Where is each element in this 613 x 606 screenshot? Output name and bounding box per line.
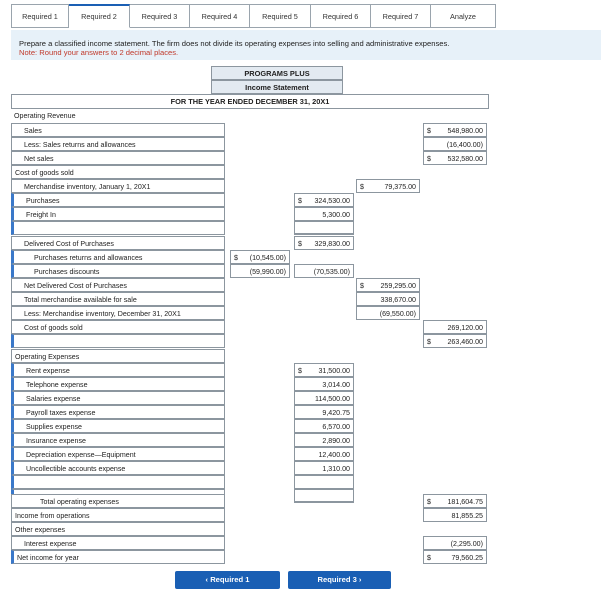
input-insurance[interactable]: 2,890.00 [294, 433, 354, 447]
row-blank-1 [11, 221, 489, 235]
row-insurance [11, 433, 489, 447]
tab-required-1[interactable]: Required 1 [11, 4, 69, 28]
label-uncollectible[interactable]: Uncollectible accounts expense [11, 461, 225, 475]
value-net-delivered: 259,295.00 [380, 282, 416, 290]
currency-symbol: $ [360, 282, 364, 290]
input-cost-sold[interactable]: 269,120.00 [423, 320, 487, 334]
input-delivered-cost[interactable] [294, 236, 354, 250]
currency-symbol: $ [298, 197, 302, 205]
label-supplies[interactable]: Supplies expense [11, 419, 225, 433]
row-gross-profit [11, 334, 489, 348]
value-rent: 31,500.00 [318, 367, 350, 375]
input-inventory-jan[interactable] [356, 179, 420, 193]
row-sales [11, 123, 489, 137]
input-salaries[interactable]: 114,500.00 [294, 391, 354, 405]
prev-button-label: Required 1 [210, 575, 250, 584]
input-interest[interactable]: (2,295.00) [423, 536, 487, 550]
currency-symbol: $ [427, 554, 431, 562]
row-sales-returns [11, 137, 489, 151]
row-income-operations [11, 508, 489, 522]
row-delivered-cost [11, 236, 489, 250]
label-purchases[interactable]: Purchases [11, 193, 225, 207]
row-interest [11, 536, 489, 550]
label-income-operations[interactable]: Income from operations [11, 508, 225, 522]
row-inventory-jan [11, 179, 489, 193]
input-sales[interactable] [423, 123, 487, 137]
label-inventory-jan[interactable]: Merchandise inventory, January 1, 20X1 [11, 179, 225, 193]
row-salaries [11, 391, 489, 405]
label-purchase-discounts[interactable]: Purchases discounts [11, 264, 225, 278]
label-interest[interactable]: Interest expense [11, 536, 225, 550]
input-inventory-dec[interactable]: (69,550.00) [356, 306, 420, 320]
label-gross-profit[interactable] [11, 334, 225, 348]
input-freight-in[interactable]: 5,300.00 [294, 207, 354, 221]
row-purchase-discounts [11, 264, 489, 278]
value-sales: 548,980.00 [447, 127, 483, 135]
label-salaries[interactable]: Salaries expense [11, 391, 225, 405]
input-supplies[interactable]: 6,570.00 [294, 419, 354, 433]
row-operating-revenue [11, 109, 489, 123]
row-operating-expenses [11, 349, 489, 363]
currency-symbol: $ [234, 254, 238, 262]
tab-bar [11, 4, 496, 30]
instructions-note: Note: Round your answers to 2 decimal places. [19, 48, 179, 57]
row-total-operating [11, 494, 489, 508]
input-blank-2[interactable] [294, 475, 354, 489]
label-sales[interactable]: Sales [11, 123, 225, 137]
row-purchase-returns [11, 250, 489, 264]
input-purchases[interactable] [294, 193, 354, 207]
label-other-expenses[interactable]: Other expenses [11, 522, 225, 536]
company-name[interactable]: PROGRAMS PLUS [211, 66, 343, 80]
row-net-sales [11, 151, 489, 165]
next-button[interactable] [288, 571, 391, 589]
row-freight-in [11, 207, 489, 221]
input-income-operations[interactable]: 81,855.25 [423, 508, 487, 522]
label-net-income[interactable]: Net income for year [11, 550, 225, 564]
next-button-label: Required 3 [317, 575, 357, 584]
input-uncollectible[interactable]: 1,310.00 [294, 461, 354, 475]
row-other-expenses [11, 522, 489, 536]
currency-symbol: $ [427, 127, 431, 135]
label-total-available[interactable]: Total merchandise available for sale [11, 292, 225, 306]
tab-required-6[interactable]: Required 6 [311, 4, 371, 28]
tab-required-2[interactable]: Required 2 [69, 4, 130, 28]
label-blank-1[interactable] [11, 221, 225, 235]
input-telephone[interactable]: 3,014.00 [294, 377, 354, 391]
currency-symbol: $ [427, 498, 431, 506]
tab-required-5[interactable]: Required 5 [250, 4, 311, 28]
value-delivered-cost: 329,830.00 [314, 240, 350, 248]
row-cogs-heading [11, 165, 489, 179]
input-net-income[interactable] [423, 550, 487, 564]
row-uncollectible [11, 461, 489, 475]
currency-symbol: $ [298, 367, 302, 375]
value-purchases: 324,530.00 [314, 197, 350, 205]
label-total-operating[interactable]: Total operating expenses [11, 494, 225, 508]
label-telephone[interactable]: Telephone expense [11, 377, 225, 391]
tab-required-3[interactable]: Required 3 [130, 4, 190, 28]
label-purchase-returns[interactable]: Purchases returns and allowances [11, 250, 225, 264]
value-net-income: 79,560.25 [451, 554, 483, 562]
row-net-income [11, 550, 489, 564]
row-payroll [11, 405, 489, 419]
tab-required-4[interactable]: Required 4 [190, 4, 250, 28]
tab-required-7[interactable]: Required 7 [371, 4, 431, 28]
chevron-right-icon: › [358, 575, 362, 584]
label-operating-revenue: Operating Revenue [14, 112, 76, 120]
label-freight-in[interactable]: Freight In [11, 207, 225, 221]
tab-analyze[interactable]: Analyze [431, 4, 496, 28]
label-payroll[interactable]: Payroll taxes expense [11, 405, 225, 419]
label-cogs-heading[interactable]: Cost of goods sold [11, 165, 225, 179]
currency-symbol: $ [360, 183, 364, 191]
label-cost-sold[interactable]: Cost of goods sold [11, 320, 225, 334]
input-purchase-returns[interactable] [230, 250, 290, 264]
value-inventory-jan: 79,375.00 [384, 183, 416, 191]
value-net-sales: 532,580.00 [447, 155, 483, 163]
row-purchases [11, 193, 489, 207]
input-sales-returns[interactable]: (16,400.00) [423, 137, 487, 151]
currency-symbol: $ [427, 155, 431, 163]
input-gross-profit[interactable] [423, 334, 487, 348]
value-gross-profit: 263,460.00 [447, 338, 483, 346]
row-net-delivered [11, 278, 489, 292]
row-telephone [11, 377, 489, 391]
label-inventory-dec[interactable]: Less: Merchandise inventory, December 31, 20X1 [11, 306, 225, 320]
input-payroll[interactable]: 9,420.75 [294, 405, 354, 419]
chevron-left-icon: ‹ [205, 575, 209, 584]
currency-symbol: $ [427, 338, 431, 346]
value-total-operating: 181,604.75 [447, 498, 483, 506]
input-purchase-total[interactable]: (70,535.00) [294, 264, 354, 278]
row-depreciation [11, 447, 489, 461]
instructions-text: Prepare a classified income statement. The firm does not divide its operating expenses into selling and administrative expenses. [19, 39, 450, 48]
label-insurance[interactable]: Insurance expense [11, 433, 225, 447]
row-cost-sold [11, 320, 489, 334]
row-supplies [11, 419, 489, 433]
input-net-delivered[interactable] [356, 278, 420, 292]
instructions-panel [11, 30, 601, 60]
row-rent [11, 363, 489, 377]
value-purchase-returns: (10,545.00) [249, 254, 286, 262]
row-blank-2 [11, 475, 489, 489]
currency-symbol: $ [298, 240, 302, 248]
label-rent[interactable]: Rent expense [11, 363, 225, 377]
label-net-delivered[interactable]: Net Delivered Cost of Purchases [11, 278, 225, 292]
label-blank-2[interactable] [11, 475, 225, 489]
label-depreciation[interactable]: Depreciation expense—Equipment [11, 447, 225, 461]
input-total-available[interactable]: 338,670.00 [356, 292, 420, 306]
statement-period[interactable]: FOR THE YEAR ENDED DECEMBER 31, 20X1 [11, 94, 489, 109]
input-purchase-discounts[interactable]: (59,990.00) [230, 264, 290, 278]
label-operating-expenses[interactable]: Operating Expenses [11, 349, 225, 363]
input-total-operating[interactable] [423, 494, 487, 508]
label-net-sales[interactable]: Net sales [11, 151, 225, 165]
statement-title[interactable]: Income Statement [211, 80, 343, 94]
input-blank-1[interactable] [294, 221, 354, 235]
prev-button[interactable] [175, 571, 280, 589]
row-total-available [11, 292, 489, 306]
input-rent[interactable] [294, 363, 354, 377]
label-sales-returns[interactable]: Less: Sales returns and allowances [11, 137, 225, 151]
row-inventory-dec [11, 306, 489, 320]
input-net-sales[interactable] [423, 151, 487, 165]
input-depreciation[interactable]: 12,400.00 [294, 447, 354, 461]
label-delivered-cost[interactable]: Delivered Cost of Purchases [11, 236, 225, 250]
